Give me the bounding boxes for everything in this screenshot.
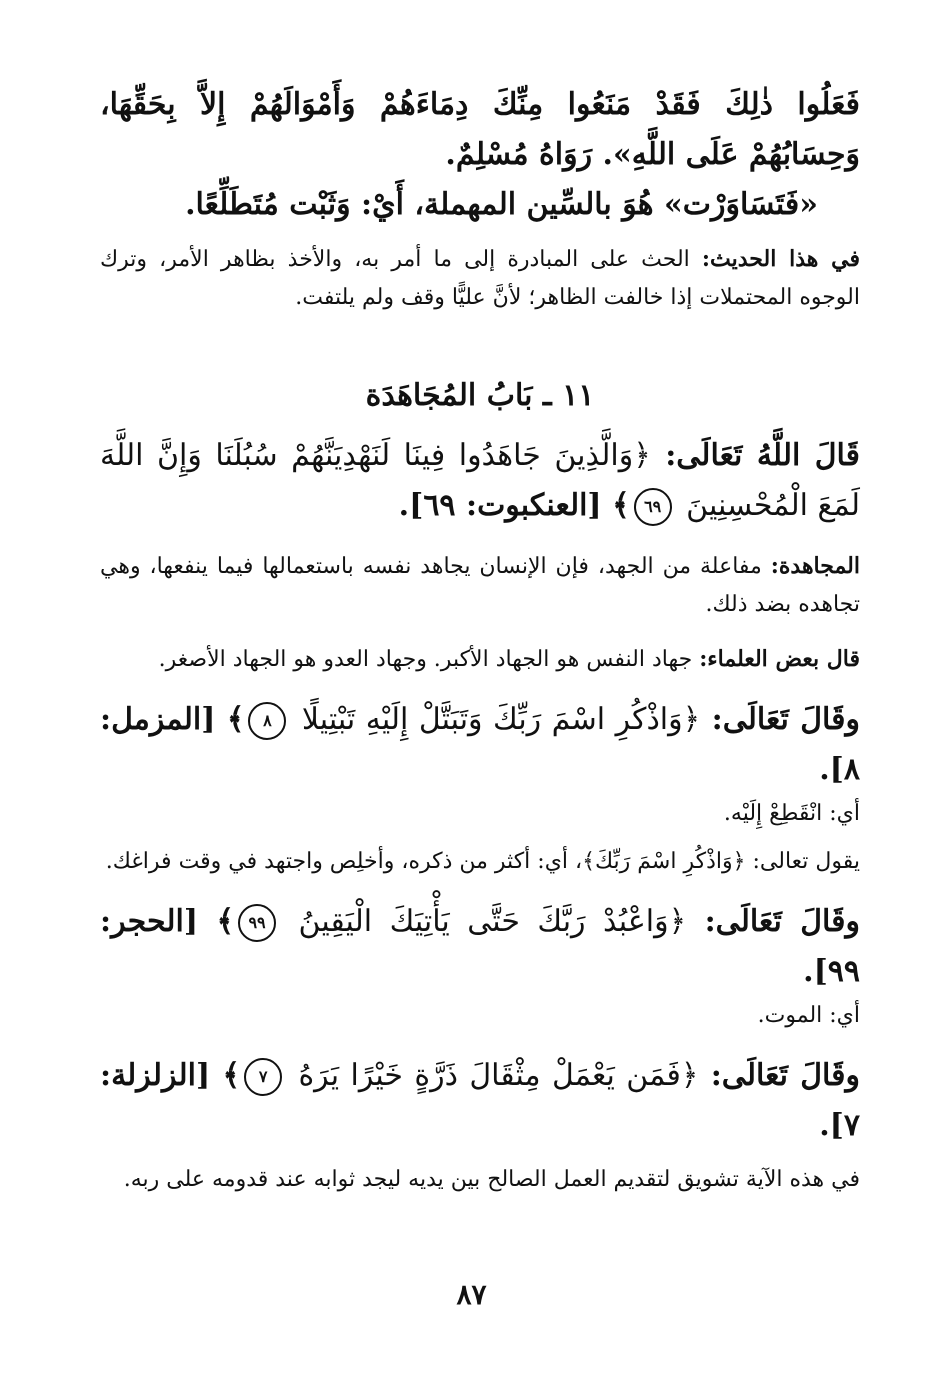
scholars-text: جهاد النفس هو الجهاد الأكبر. وجهاد العدو هو الجهاد الأصغر. (158, 647, 693, 672)
verse-1-reference: [العنكبوت: ٦٩]. (398, 488, 602, 523)
verse-2-close: ﴾ (226, 702, 245, 737)
scholars-saying (100, 640, 860, 679)
verse-2-explanation-text: يقول تعالى: ﴿وَاذْكُرِ اسْمَ رَبِّكَ﴾، أي: أكثر من ذكره، وأخلِص واجتهد في وقت فراغك. (105, 849, 860, 874)
verse-2-reference: [المزمل: ٨]. (100, 702, 860, 787)
ayah-number-icon: ٨ (248, 702, 286, 740)
page-number: ٨٧ (456, 1278, 487, 1311)
verse-3-intro: وقَالَ تَعَالَى: (704, 904, 860, 939)
verse-1-intro: قَالَ اللَّهُ تَعَالَى: (665, 438, 860, 473)
verse-2-explanation (100, 843, 860, 881)
verse-3-text: ﴿وَاعْبُدْ رَبَّكَ حَتَّى يَأْتِيَكَ الْيَقِينُ (298, 904, 687, 939)
verse-3-reference: [الحجر: ٩٩]. (100, 904, 860, 989)
chapter-title: ١١ ـ بَابُ المُجَاهَدَة (365, 378, 595, 413)
verse-2 (100, 695, 860, 795)
verse-1 (100, 431, 860, 531)
verse-3-gloss-text: أي: الموت. (757, 1003, 860, 1028)
scholars-label: قال بعض العلماء: (699, 646, 860, 672)
hadith-ending (100, 80, 860, 180)
mujahada-definition (100, 547, 860, 624)
verse-2-gloss-text: أي: انْقَطِعْ إِلَيْه. (723, 801, 860, 826)
mujahada-text: مفاعلة من الجهد، فإن الإنسان يجاهد نفسه باستعمالها فيما ينفعها، وهي تجاهده بضد ذلك. (100, 554, 860, 617)
ayah-number-icon: ٧ (244, 1058, 282, 1096)
verse-4-explanation (100, 1161, 860, 1199)
ayah-number-icon: ٦٩ (634, 488, 672, 526)
verse-4-close: ﴾ (222, 1058, 241, 1093)
page-body (100, 80, 860, 1199)
lesson-text: الحث على المبادرة إلى ما أمر به، والأخذ بظاهر الأمر، وترك الوجوه المحتملات إذا خالفت الظاهر؛ لأنَّ عليًّا وقف ولم يلتفت. (100, 247, 860, 310)
word-explanation-text: «فَتَسَاوَرْت» هُوَ بالسِّين المهملة، أَيْ: وَثَبْت مُتَطَلِّعًا. (185, 187, 818, 222)
word-explanation (100, 180, 860, 230)
verse-3 (100, 897, 860, 997)
verse-1-text: ﴿وَالَّذِينَ جَاهَدُوا فِينَا لَنَهْدِيَنَّهُمْ سُبُلَنَا وَإِنَّ اللَّهَ لَمَعَ الْمُحْسِنِينَ (100, 438, 860, 523)
verse-4-explanation-text: في هذه الآية تشويق لتقديم العمل الصالح بين يديه ليجد ثوابه عند قدومه على ربه. (123, 1167, 860, 1192)
verse-4-reference: [الزلزلة: ٧]. (100, 1058, 860, 1143)
ayah-number-icon: ٩٩ (238, 904, 276, 942)
verse-3-close: ﴾ (216, 904, 235, 939)
lesson-label: في هذا الحديث: (701, 246, 860, 272)
verse-2-gloss (100, 795, 860, 833)
verse-4-intro: وقَالَ تَعَالَى: (710, 1058, 861, 1093)
verse-4 (100, 1051, 860, 1151)
mujahada-label: المجاهدة: (770, 553, 860, 579)
hadith-ending-text: فَعَلُوا ذٰلِكَ فَقَدْ مَنَعُوا مِنِّكَ دِمَاءَهُمْ وَأَمْوَالَهُمْ إِلاَّ بِحَقِّهَا، وَحِسَابُهُمْ عَلَى اللَّهِ». رَوَاهُ مُسْلِمٌ. (100, 87, 860, 172)
verse-4-text: ﴿فَمَن يَعْمَلْ مِثْقَالَ ذَرَّةٍ خَيْرًا يَرَهُ (298, 1058, 699, 1093)
verse-3-gloss (100, 997, 860, 1035)
verse-1-close: ﴾ (612, 488, 630, 523)
verse-2-intro: وقَالَ تَعَالَى: (711, 702, 861, 737)
verse-2-text: ﴿وَاذْكُرِ اسْمَ رَبِّكَ وَتَبَتَّلْ إِلَيْهِ تَبْتِيلًا (301, 702, 701, 737)
lesson-paragraph (100, 240, 860, 317)
